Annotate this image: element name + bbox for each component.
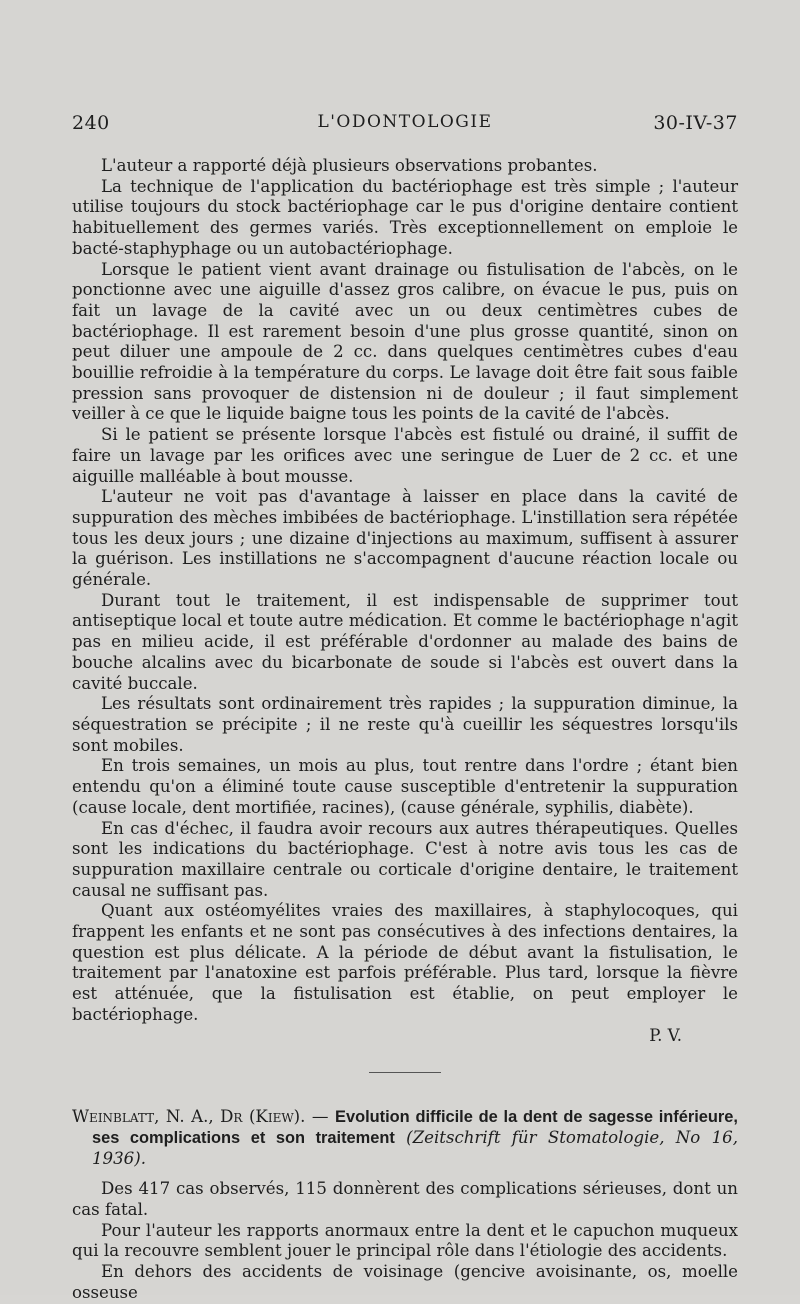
review-source: (Zeitschrift für Stomatologie, No 16, 1936). [92,1127,738,1168]
review-author: Weinblatt, N. A., Dr (Kiew). — [72,1107,329,1127]
paragraph: En cas d'échec, il faudra avoir recours aux autres thérapeutiques. Quelles sont les indications du bactériophage. C'est à notre avis tous les cas de suppuration maxillaire centrale ou corticale d'origine dentaire, le traitement causal ne suffisant pas. [72,818,738,900]
review-title: Evolution difficile de la dent de sagesse inférieure, ses complications et son traitement [92,1108,738,1147]
journal-title: L'ODONTOLOGIE [317,112,493,132]
article-body [72,156,738,1304]
paragraph: Quant aux ostéomyélites vraies des maxillaires, à staphylocoques, qui frappent les enfants et ne sont pas consécutives à des infections dentaires, la question est plus délicate. A la période de début avant la fistulisation, le traitement par l'anatoxine est parfois préférable. Plus tard, lorsque la fièvre est atténuée, que la fistulisation est établie, on peut employer le bactériophage. [72,901,738,1024]
paragraph: La technique de l'application du bactériophage est très simple ; l'auteur utilise toujours du stock bactériophage car le pus d'origine dentaire contient habituellement des germes variés. Très exceptionnellement on emploie le bacté-staphyphage ou un autobactériophage. [72,176,738,258]
review-heading [72,1107,738,1169]
page-number: 240 [72,112,110,134]
paragraph: Lorsque le patient vient avant drainage ou fistulisation de l'abcès, on le ponctionne avec une aiguille d'assez gros calibre, on évacue le pus, puis on fait un lavage de la cavité avec un ou deux centimètres cubes de bactériophage. Il est rarement besoin d'une plus grosse quantité, sinon on peut diluer une ampoule de 2 cc. dans quelques centimètres cubes d'eau bouillie refroidie à la température du corps. Le lavage doit être fait sous faible pression sans provoquer de distension ni de douleur ; il faut simplement veiller à ce que le liquide baigne tous les points de la cavité de l'abcès. [72,259,738,424]
paragraph: En dehors des accidents de voisinage (gencive avoisinante, os, moelle osseuse [72,1262,738,1302]
paragraph: Des 417 cas observés, 115 donnèrent des complications sérieuses, dont un cas fatal. [72,1179,738,1220]
paragraph: L'auteur ne voit pas d'avantage à laisser en place dans la cavité de suppuration des mèches imbibées de bactériophage. L'instillation sera répétée tous les deux jours ; une dizaine d'injections au maximum, suffisent à assurer la guérison. Les instillations ne s'accompagnent d'aucune réaction locale ou générale. [72,487,738,590]
paragraph: Pour l'auteur les rapports anormaux entre la dent et le capuchon muqueux qui la recouvre semblent jouer le principal rôle dans l'étiologie des accidents. [72,1220,738,1261]
signature: P. V. [649,1025,682,1045]
section-divider [369,1072,441,1073]
paragraph: L'auteur a rapporté déjà plusieurs observations probantes. [101,156,598,175]
issue-date: 30-IV-37 [653,112,738,134]
paragraph: Les résultats sont ordinairement très rapides ; la suppuration diminue, la séquestration se précipite ; il ne reste qu'à cueillir les séquestres lorsqu'ils sont mobiles. [72,694,738,755]
running-header [72,112,738,138]
paragraph: En trois semaines, un mois au plus, tout rentre dans l'ordre ; étant bien entendu qu'on a éliminé toute cause susceptible d'entretenir la suppuration (cause locale, dent mortifiée, racines), (cause générale, syphilis, diabète). [72,756,738,817]
paragraph: Si le patient se présente lorsque l'abcès est fistulé ou drainé, il suffit de faire un lavage par les orifices avec une seringue de Luer de 2 cc. et une aiguille malléable à bout mousse. [72,425,738,486]
paragraph: Durant tout le traitement, il est indispensable de supprimer tout antiseptique local et toute autre médication. Et comme le bactériophage n'agit pas en milieu acide, il est préférable d'ordonner au malade des bains de bouche alcalins avec du bicarbonate de soude si l'abcès est ouvert dans la cavité buccale. [72,590,738,693]
